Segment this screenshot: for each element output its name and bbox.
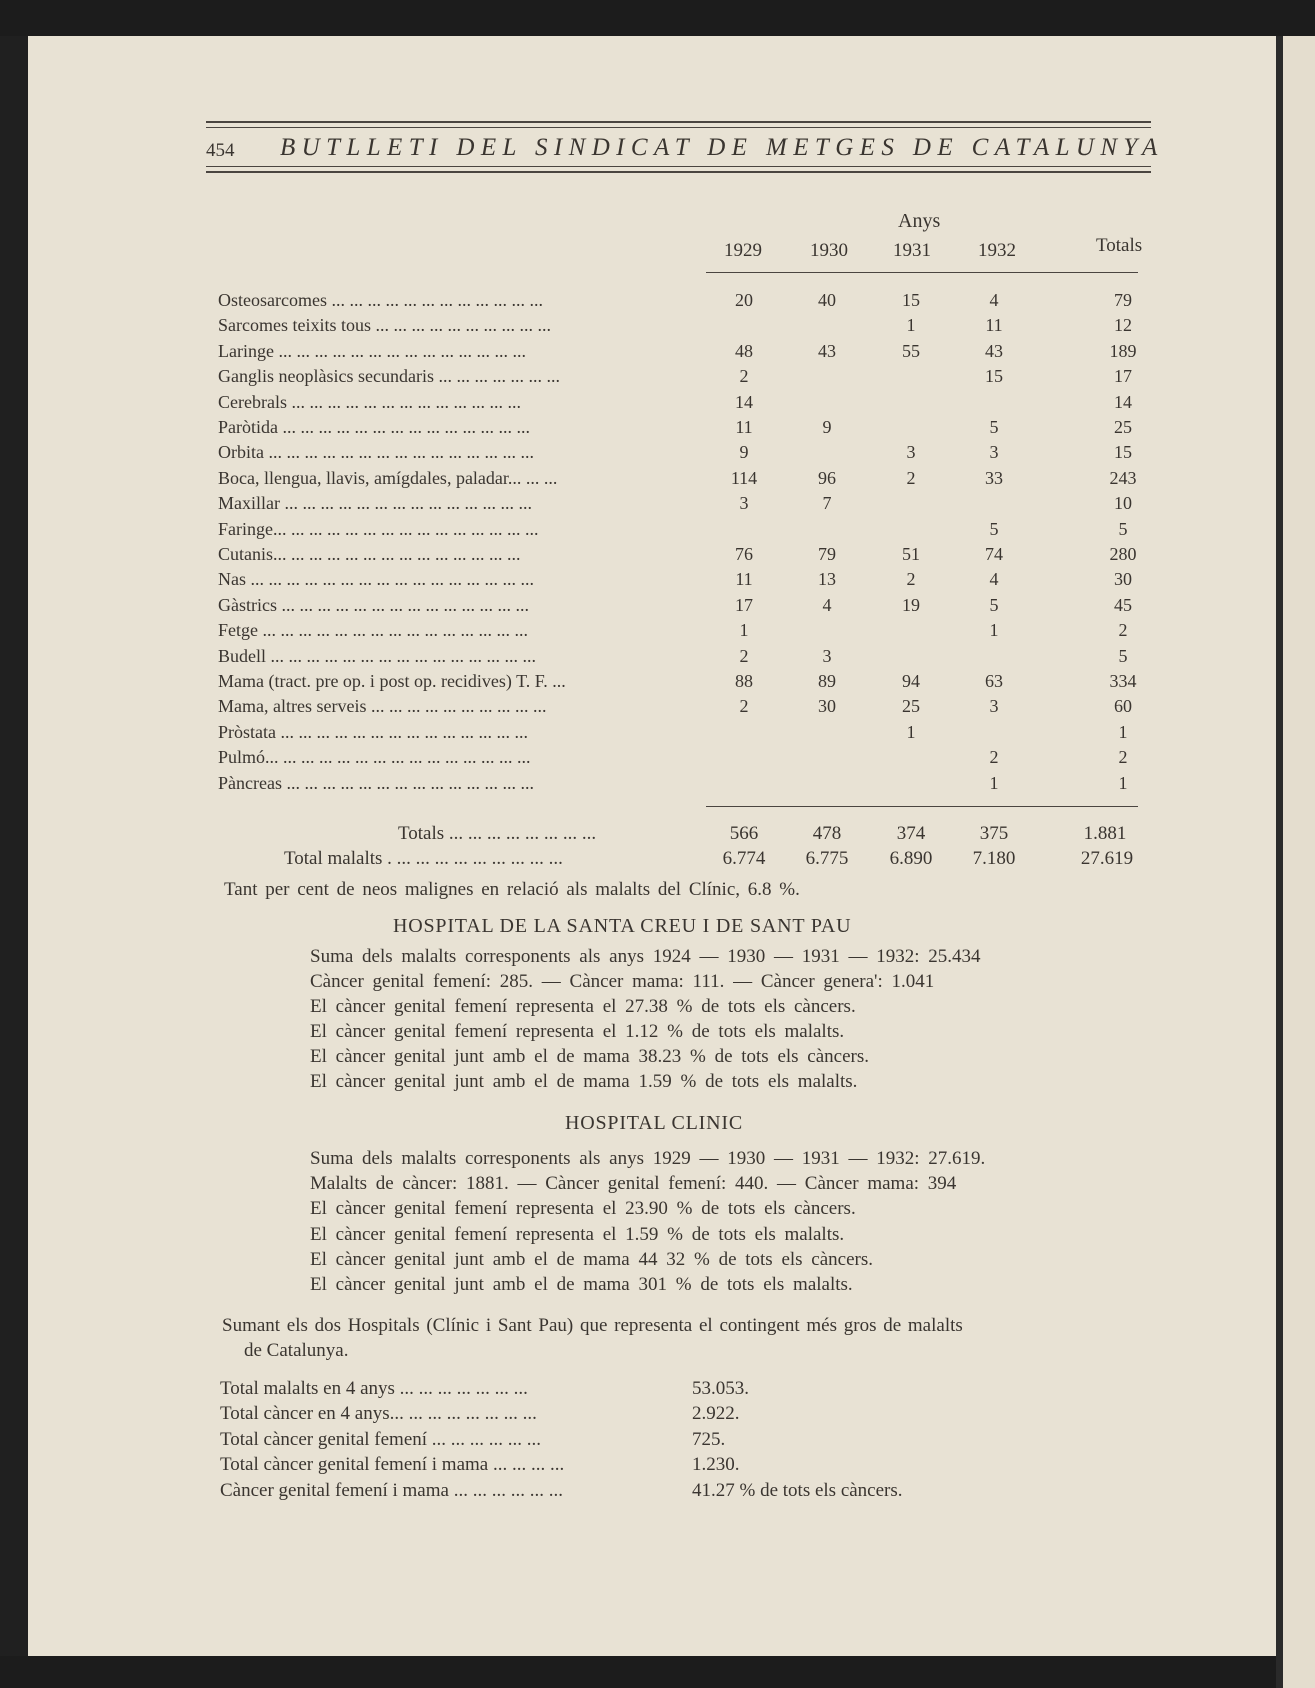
table-cell-1929: 48 [735, 341, 753, 361]
table-cell-1932: 1 [989, 773, 999, 793]
patients-1932: 7.180 [972, 848, 1016, 869]
table-cell-total: 14 [1114, 392, 1132, 412]
table-cell-1932: 33 [985, 468, 1003, 488]
table-cell-1931: 94 [902, 671, 920, 691]
table-cell-1930: 7 [822, 493, 832, 513]
table-cell-total: 1 [1118, 722, 1128, 742]
table-row-label: Mama, altres serveis ... ... ... ... ... ... ... ... ... ... [218, 696, 547, 716]
table-cell-1930: 43 [818, 341, 836, 361]
table-cell-1932: 2 [989, 747, 999, 767]
table-cell-1930: 30 [818, 696, 836, 716]
table-row-label: Osteosarcomes ... ... ... ... ... ... ... ... ... ... ... ... [218, 290, 543, 310]
table-cell-1932: 4 [989, 569, 999, 589]
totals-1930: 478 [812, 823, 842, 844]
table-cell-total: 5 [1118, 519, 1128, 539]
table-row-label: Ganglis neoplàsics secundaris ... ... ... ... ... ... ... [218, 366, 560, 386]
table-row-label: Budell ... ... ... ... ... ... ... ... ... ... ... ... ... ... ... [218, 646, 536, 666]
table-cell-total: 12 [1114, 315, 1132, 335]
header-rule-bottom-2 [206, 171, 1151, 173]
table-cell-1929: 20 [735, 290, 753, 310]
stat-line: El càncer genital junt amb el de mama 1.59 % de tots els malalts. [310, 1071, 858, 1092]
totals-1931: 374 [896, 823, 926, 844]
totals-1929: 566 [729, 823, 759, 844]
summary-row-value: 41.27 % de tots els càncers. [692, 1480, 903, 1501]
table-cell-1929: 11 [735, 569, 753, 589]
table-cell-1929: 88 [735, 671, 753, 691]
summary-row-value: 53.053. [692, 1378, 749, 1399]
table-cell-total: 243 [1109, 468, 1137, 488]
table-row-label: Gàstrics ... ... ... ... ... ... ... ... ... ... ... ... ... ... [218, 595, 529, 615]
table-cell-total: 30 [1114, 569, 1132, 589]
table-cell-1932: 4 [989, 290, 999, 310]
table-row-label: Pàncreas ... ... ... ... ... ... ... ... ... ... ... ... ... ... [218, 773, 534, 793]
table-cell-1932: 3 [989, 696, 999, 716]
stat-line: El càncer genital femení representa el 27.38 % de tots els càncers. [310, 996, 856, 1017]
table-cell-1929: 14 [735, 392, 753, 412]
column-header-1932: 1932 [978, 240, 1016, 261]
header-rule-bottom-1 [206, 166, 1151, 167]
header-rule-top-1 [206, 121, 1151, 123]
summary-intro-line-1: Sumant els dos Hospitals (Clínic i Sant Pau) que representa el contingent més gros de malalts [222, 1315, 963, 1336]
summary-row-label: Total càncer genital femení i mama ... ... ... ... [220, 1454, 565, 1475]
stat-line: El càncer genital femení representa el 1.12 % de tots els malalts. [310, 1021, 845, 1042]
table-cell-total: 1 [1118, 773, 1128, 793]
summary-row-value: 725. [692, 1429, 726, 1450]
table-cell-1930: 40 [818, 290, 836, 310]
table-cell-1930: 96 [818, 468, 836, 488]
stat-line: El càncer genital junt amb el de mama 38.23 % de tots els càncers. [310, 1046, 870, 1067]
percent-note: Tant per cent de neos malignes en relació als malalts del Clínic, 6.8 %. [224, 879, 800, 900]
table-cell-total: 15 [1114, 442, 1132, 462]
table-cell-1929: 76 [735, 544, 753, 564]
clinic-title: HOSPITAL CLINIC [565, 1112, 743, 1134]
next-page-edge [1283, 36, 1315, 1688]
patients-total: 27.619 [1080, 848, 1134, 869]
stat-line: El càncer genital junt amb el de mama 44 32 % de tots els càncers. [310, 1249, 874, 1270]
table-row-label: Fetge ... ... ... ... ... ... ... ... ... ... ... ... ... ... ... [218, 620, 528, 640]
table-cell-1931: 1 [906, 315, 916, 335]
page-number: 454 [206, 140, 235, 161]
totals-row-label: Totals ... ... ... ... ... ... ... ... [398, 823, 597, 844]
sant-pau-title: HOSPITAL DE LA SANTA CREU I DE SANT PAU [393, 915, 852, 937]
table-cell-1931: 2 [906, 569, 916, 589]
header-rule-top-2 [206, 127, 1151, 128]
column-header-1929: 1929 [724, 240, 762, 261]
table-cell-total: 79 [1114, 290, 1132, 310]
patients-1929: 6.774 [722, 848, 766, 869]
table-cell-total: 189 [1109, 341, 1137, 361]
table-cell-1930: 89 [818, 671, 836, 691]
table-cell-1931: 19 [902, 595, 920, 615]
table-row-label: Sarcomes teixits tous ... ... ... ... ... ... ... ... ... ... [218, 315, 551, 335]
table-cell-total: 2 [1118, 747, 1128, 767]
table-cell-1929: 11 [735, 417, 753, 437]
summary-row-label: Càncer genital femení i mama ... ... ... ... ... ... [220, 1480, 563, 1501]
table-cell-total: 25 [1114, 417, 1132, 437]
table-cell-1932: 63 [985, 671, 1003, 691]
table-cell-1929: 2 [739, 366, 749, 386]
table-cell-1931: 51 [902, 544, 920, 564]
column-header-1931: 1931 [893, 240, 931, 261]
summary-row-value: 1.230. [692, 1454, 740, 1475]
totals-all: 1.881 [1083, 823, 1127, 844]
table-totals-rule [706, 806, 1138, 807]
table-cell-1930: 4 [822, 595, 832, 615]
column-header-1930: 1930 [810, 240, 848, 261]
summary-row-label: Total càncer en 4 anys... ... ... ... ... ... ... ... [220, 1403, 537, 1424]
table-row-label: Orbita ... ... ... ... ... ... ... ... ... ... ... ... ... ... ... [218, 442, 534, 462]
table-cell-1929: 2 [739, 696, 749, 716]
table-row-label: Cutanis... ... ... ... ... ... ... ... ... ... ... ... ... ... [218, 544, 521, 564]
table-row-label: Maxillar ... ... ... ... ... ... ... ... ... ... ... ... ... ... [218, 493, 532, 513]
table-cell-1932: 43 [985, 341, 1003, 361]
table-cell-1932: 74 [985, 544, 1003, 564]
scan-border-top [0, 0, 1315, 36]
table-cell-1929: 1 [739, 620, 749, 640]
table-header-rule [706, 272, 1138, 273]
table-row-label: Pulmó... ... ... ... ... ... ... ... ... ... ... ... ... ... ... [218, 747, 531, 767]
summary-row-label: Total malalts en 4 anys ... ... ... ... ... ... ... [220, 1378, 528, 1399]
table-cell-1930: 9 [822, 417, 832, 437]
patients-1931: 6.890 [889, 848, 933, 869]
table-cell-1930: 79 [818, 544, 836, 564]
table-cell-1932: 11 [985, 315, 1003, 335]
table-row-label: Mama (tract. pre op. i post op. recidives) T. F. ... [218, 671, 566, 691]
table-cell-1929: 2 [739, 646, 749, 666]
totals-1932: 375 [979, 823, 1009, 844]
table-cell-1931: 3 [906, 442, 916, 462]
table-cell-1932: 5 [989, 519, 999, 539]
table-row-label: Faringe... ... ... ... ... ... ... ... ... ... ... ... ... ... ... [218, 519, 539, 539]
table-cell-total: 2 [1118, 620, 1128, 640]
table-cell-total: 10 [1114, 493, 1132, 513]
table-cell-total: 280 [1109, 544, 1137, 564]
table-cell-1931: 1 [906, 722, 916, 742]
table-cell-1930: 13 [818, 569, 836, 589]
table-cell-1929: 114 [730, 468, 758, 488]
table-cell-total: 45 [1114, 595, 1132, 615]
table-cell-1931: 15 [902, 290, 920, 310]
table-cell-1929: 17 [735, 595, 753, 615]
summary-row-value: 2.922. [692, 1403, 740, 1424]
table-cell-1931: 2 [906, 468, 916, 488]
table-row-label: Cerebrals ... ... ... ... ... ... ... ... ... ... ... ... ... [218, 392, 521, 412]
table-cell-total: 60 [1114, 696, 1132, 716]
column-header-totals: Totals [1096, 235, 1143, 256]
table-cell-1931: 25 [902, 696, 920, 716]
table-cell-1932: 15 [985, 366, 1003, 386]
summary-row-label: Total càncer genital femení ... ... ... ... ... ... [220, 1429, 542, 1450]
table-cell-total: 334 [1109, 671, 1137, 691]
table-cell-1929: 9 [739, 442, 749, 462]
table-cell-1932: 3 [989, 442, 999, 462]
table-cell-total: 17 [1114, 366, 1132, 386]
table-row-label: Nas ... ... ... ... ... ... ... ... ... ... ... ... ... ... ... ... [218, 569, 534, 589]
journal-title: BUTLLETI DEL SINDICAT DE METGES DE CATALUNYA [280, 134, 1164, 161]
summary-intro-line-2: de Catalunya. [244, 1340, 349, 1361]
patients-1930: 6.775 [805, 848, 849, 869]
scan-border-bottom [0, 1656, 1276, 1688]
table-cell-1931: 55 [902, 341, 920, 361]
stat-line: Malalts de càncer: 1881. — Càncer genital femení: 440. — Càncer mama: 394 [310, 1173, 957, 1194]
years-group-header: Anys [898, 210, 941, 232]
stat-line: Càncer genital femení: 285. — Càncer mama: 111. — Càncer genera': 1.041 [310, 971, 935, 992]
stat-line: Suma dels malalts corresponents als anys 1929 — 1930 — 1931 — 1932: 27.619. [310, 1148, 986, 1169]
table-row-label: Pròstata ... ... ... ... ... ... ... ... ... ... ... ... ... ... [218, 722, 528, 742]
table-cell-1932: 5 [989, 595, 999, 615]
stat-line: Suma dels malalts corresponents als anys 1924 — 1930 — 1931 — 1932: 25.434 [310, 946, 981, 967]
table-cell-1930: 3 [822, 646, 832, 666]
table-row-label: Paròtida ... ... ... ... ... ... ... ... ... ... ... ... ... ... [218, 417, 530, 437]
table-cell-1932: 5 [989, 417, 999, 437]
table-cell-total: 5 [1118, 646, 1128, 666]
stat-line: El càncer genital femení representa el 1.59 % de tots els malalts. [310, 1224, 845, 1245]
table-row-label: Laringe ... ... ... ... ... ... ... ... ... ... ... ... ... ... [218, 341, 526, 361]
stat-line: El càncer genital femení representa el 23.90 % de tots els càncers. [310, 1198, 856, 1219]
table-row-label: Boca, llengua, llavis, amígdales, paladar... ... ... [218, 468, 558, 488]
table-cell-1932: 1 [989, 620, 999, 640]
table-cell-1929: 3 [739, 493, 749, 513]
patients-row-label: Total malalts . ... ... ... ... ... ... ... ... ... [284, 848, 563, 869]
stat-line: El càncer genital junt amb el de mama 301 % de tots els malalts. [310, 1274, 853, 1295]
